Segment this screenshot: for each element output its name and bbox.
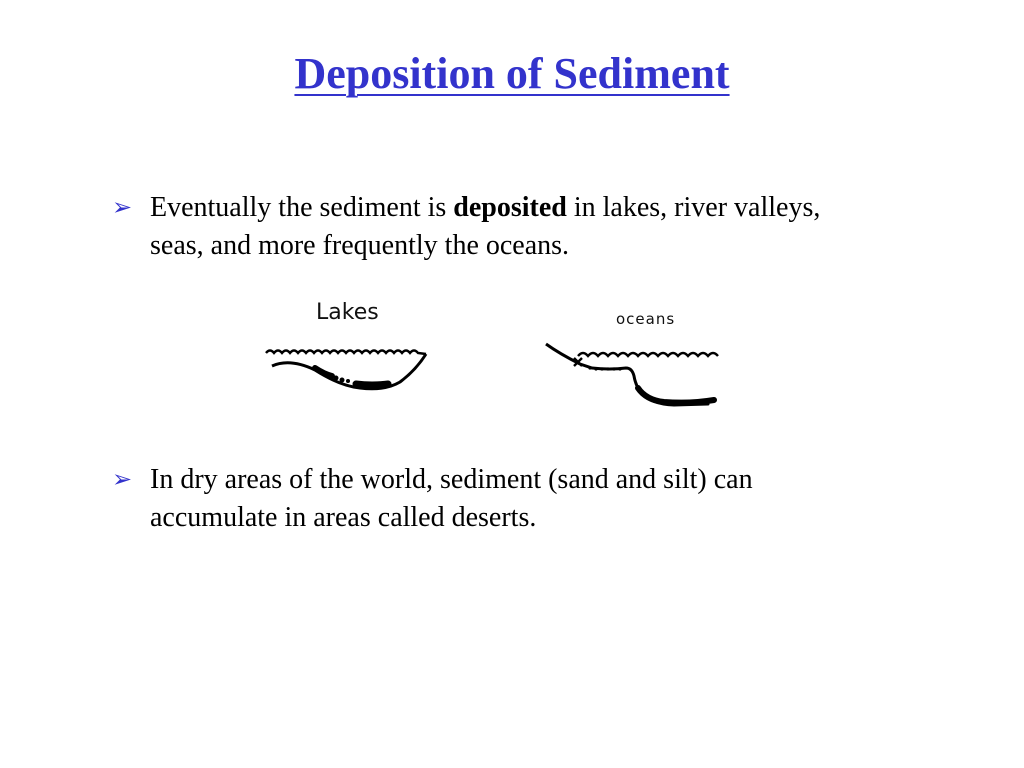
bullet-text (150, 189, 872, 265)
bullet-text-end: in lakes, river valleys, seas, and more frequently the oceans. (150, 192, 821, 261)
arrow-right-icon: ➢ (112, 467, 133, 493)
bullet-keyword-deposited: deposited (453, 192, 567, 223)
bullet-item-deposited (112, 189, 872, 265)
bullet-text: In dry areas of the world, sediment (sand and silt) can accumulate in areas called deserts. (150, 464, 753, 533)
arrow-right-icon: ➢ (112, 195, 133, 221)
oceans-label: oceans (616, 310, 676, 328)
oceans-sketch (540, 296, 730, 416)
ocean-shelf-drawing (540, 296, 730, 416)
bullet-item-deserts (112, 461, 872, 537)
lakes-label: Lakes (316, 300, 379, 325)
bullet-text-start: Eventually the sediment is (150, 192, 454, 223)
lakes-sketch (260, 296, 440, 406)
slide-title: Deposition of Sediment (294, 49, 730, 98)
lake-basin-drawing (260, 296, 440, 406)
